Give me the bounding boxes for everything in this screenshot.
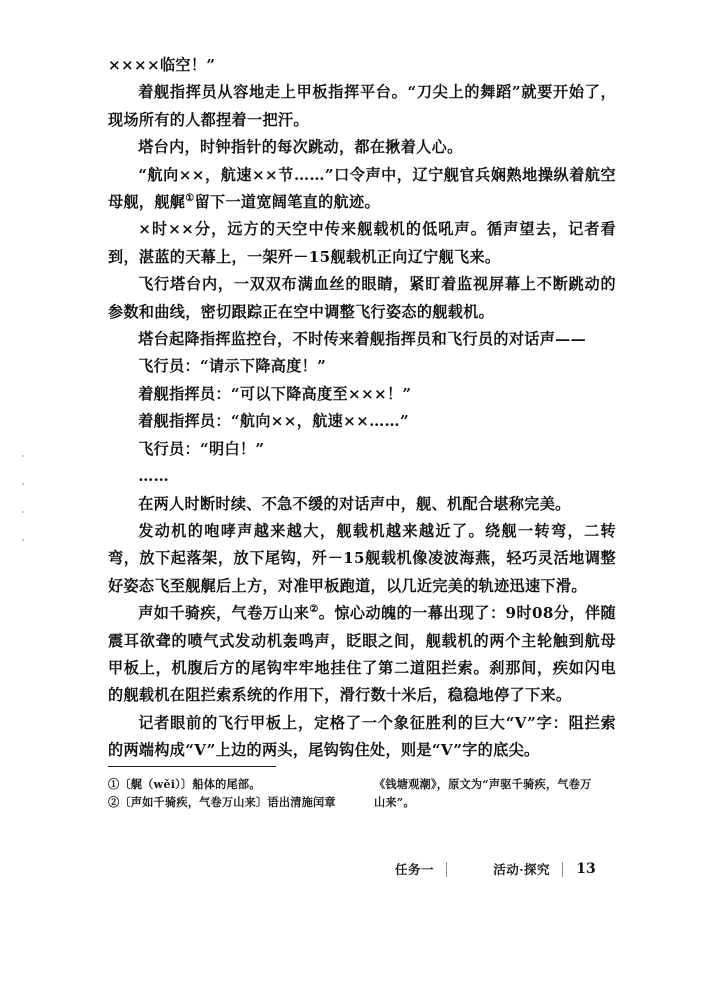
footnote-continuation: 山来”。 <box>374 794 415 809</box>
paragraph-text: 声如千骑疾，气卷万山来 <box>138 604 310 623</box>
paragraph: 发动机的咆哮声越来越大，舰载机越来越近了。绕舰一转弯，二转弯，放下起落架，放下尾钩，歼－15舰载机像凌波海燕，轻巧灵活地调整好姿态飞至舰艉后上方，对准甲板跑道，以几近完美的轨迹迅速下滑。 <box>108 521 616 595</box>
footnote-column-right <box>374 776 616 811</box>
scan-artifact-dots <box>22 455 28 655</box>
footer-task-label: 任务一 <box>395 862 435 877</box>
footer-inner <box>395 858 596 880</box>
paragraph: 记者眼前的飞行甲板上，定格了一个象征胜利的巨大“V”字：阻拦索的两端构成“V”上边的两头，尾钩钩住处，则是“V”字的底尖。 <box>108 713 616 760</box>
dialogue-line: 着舰指挥员：“航向××，航速××……” <box>138 412 410 431</box>
ellipsis-line: …… <box>138 467 170 486</box>
dialogue-line: 飞行员：“明白！” <box>138 439 265 458</box>
paragraph: 飞行塔台内，一双双布满血丝的眼睛，紧盯着监视屏幕上不断跳动的参数和曲线，密切跟踪正在空中调整飞行姿态的舰载机。 <box>108 275 616 321</box>
paragraph: ×时××分，远方的天空中传来舰载机的低吼声。循声望去，记者看到，湛蓝的天幕上，一架歼－15舰载机正向辽宁舰飞来。 <box>108 220 616 266</box>
footnote-columns <box>108 776 616 811</box>
paragraph-with-footnote <box>108 162 616 217</box>
body-text-column <box>108 52 616 765</box>
paragraph: 着舰指挥员从容地走上甲板指挥平台。“刀尖上的舞蹈”就要开始了，现场所有的人都捏着一把汗。 <box>108 83 616 129</box>
paragraph: 在两人时断时续、不急不缓的对话声中，舰、机配合堪称完美。 <box>138 494 571 513</box>
paragraph-text: “航向××，航速××节……”口令声中，辽宁舰官兵娴熟地操纵着航空母舰，舰艉 <box>108 165 616 212</box>
paragraph: 塔台内，时钟指针的每次跳动，都在揪着人心。 <box>138 138 463 157</box>
page-number: 13 <box>576 861 596 877</box>
footnote-separator-rule <box>108 766 276 767</box>
footer-divider <box>562 862 563 877</box>
footnote-item: ②〔声如千骑疾，气卷万山来〕语出清施闰章 <box>108 794 336 809</box>
footer-section-label: 活动·探究 <box>493 862 551 877</box>
dialogue-line: 着舰指挥员：“可以下降高度至×××！” <box>138 384 412 403</box>
paragraph-text-tail: 留下一道宽阔笔直的航迹。 <box>194 193 380 212</box>
footnote-item: ①〔艉（wěi）〕船体的尾部。 <box>108 777 261 791</box>
footnote-area <box>108 766 616 811</box>
footnote-continuation: 《钱塘观潮》，原文为“声驱千骑疾，气卷万 <box>374 777 592 791</box>
footnote-marker-1: ① <box>185 193 195 204</box>
footnote-column-left <box>108 776 350 811</box>
paragraph-with-footnote <box>108 600 616 710</box>
paragraph: ××××临空！” <box>108 56 216 74</box>
paragraph-text-tail: 。惊心动魄的一幕出现了：9时08分，伴随震耳欲聋的喷气式发动机轰鸣声，眨眼之间，舰载机的两个主轮触到航母甲板上，机腹后方的尾钩牢牢地挂住了第二道阻拦索。刹那间，疾如闪电的舰载机在阻拦索系统的作用下，滑行数十米后，稳稳地停了下来。 <box>108 604 616 705</box>
footer-divider <box>446 862 447 877</box>
footnote-marker-2: ② <box>309 604 319 616</box>
dialogue-line: 飞行员：“请示下降高度！” <box>138 357 327 376</box>
page-footer <box>0 858 701 882</box>
paragraph: 塔台起降指挥监控台，不时传来着舰指挥员和飞行员的对话声—— <box>138 330 587 349</box>
